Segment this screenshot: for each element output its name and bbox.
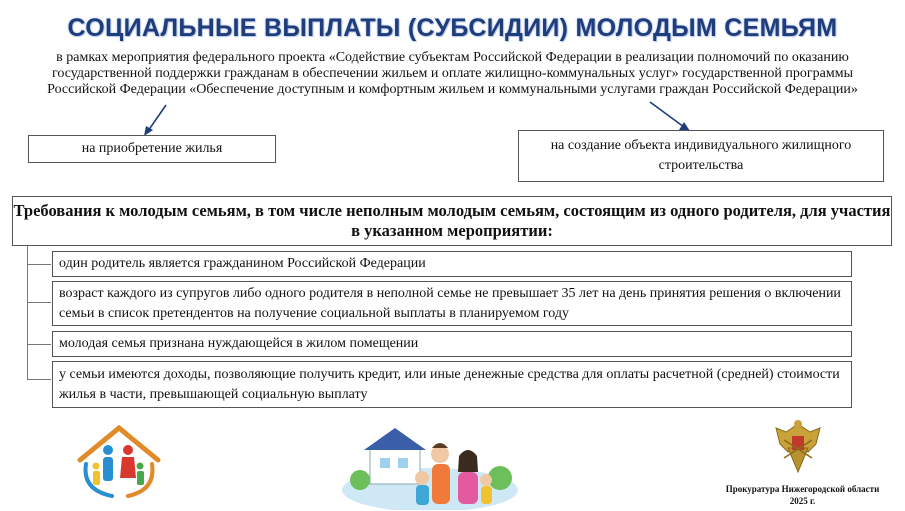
requirement-text: у семьи имеются доходы, позволяющие получить кредит, или иные денежные средства для оплаты расчетной (средней) стоимости жилья в части, превышающей социальную выплату: [59, 366, 840, 402]
arrow-down-left-icon: [140, 103, 170, 137]
requirement-text: молодая семья признана нуждающейся в жилом помещении: [59, 336, 419, 351]
requirement-item: [52, 361, 852, 408]
footer-year: 2025 г.: [789, 496, 816, 506]
requirement-text: возраст каждого из супругов либо одного родителя в неполной семье не превышает 35 лет на день принятия решения о включении семьи в список претендентов на получение социальной выплаты в планируемом году: [59, 285, 841, 321]
connector-branch: [27, 302, 51, 303]
direction-construction-label: на создание объекта индивидуального жилищного строительства: [550, 138, 852, 173]
family-illustration: [340, 420, 520, 510]
arrow-down-right-icon: [648, 100, 692, 134]
requirement-item: [52, 331, 852, 357]
requirements-heading-text: Требования к молодым семьям, в том числе неполным молодым семьям, состоящим из одного родителя, для участия в указанном мероприятии:: [13, 201, 891, 240]
page-subtitle: в рамках мероприятия федерального проекта «Содействие субъектам Российской Федерации в реализации полномочий по оказанию государственной поддержки гражданам в обеспечении жильем и оплате жилищно-коммунальных услуг» государственной программы Российской Федерации «Обеспечение доступным и комфортным жильем и коммунальными услугами граждан Российской Федерации»: [47, 50, 858, 97]
requirement-item: [52, 281, 852, 326]
connector-branch: [27, 379, 51, 380]
footer-org: Прокуратура Нижегородской области: [725, 484, 880, 494]
connector-branch: [27, 344, 51, 345]
requirements-heading: [12, 196, 892, 246]
requirement-item: [52, 251, 852, 277]
page-title: СОЦИАЛЬНЫЕ ВЫПЛАТЫ (СУБСИДИИ) МОЛОДЫМ СЕМЬЯМ: [67, 14, 838, 42]
footer-credit: [700, 483, 905, 507]
direction-purchase-box: на приобретение жилья: [28, 135, 276, 163]
prosecutor-emblem-icon: [770, 418, 826, 476]
direction-construction-box: [518, 130, 884, 182]
requirement-text: один родитель является гражданином Российской Федерации: [59, 256, 426, 271]
connector-branch: [27, 264, 51, 265]
connector-line: [27, 246, 28, 379]
family-house-logo: [72, 420, 167, 500]
